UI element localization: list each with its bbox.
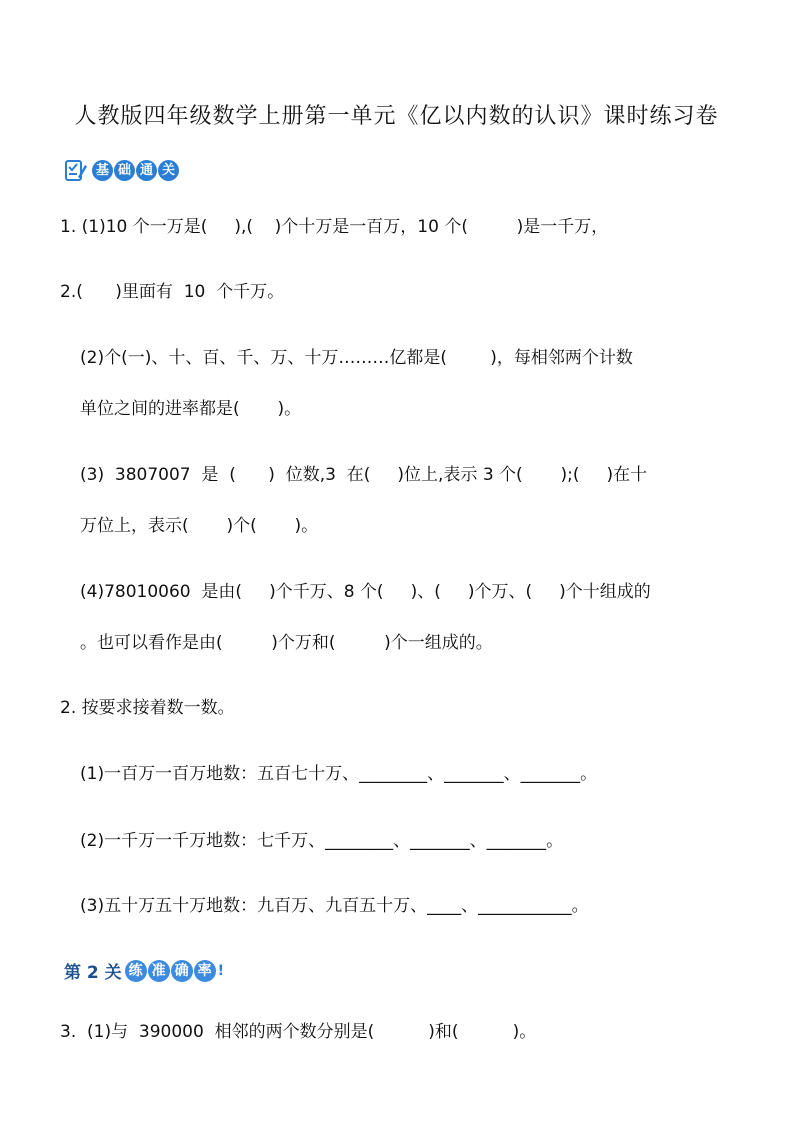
question-2-part-4-line-1: (4)78010060 是由( )个千万、8 个( )、( )个万、( )个十组成的 <box>80 582 651 602</box>
question-count-part-3: (3)五十万五十万地数：九百万、九百五十万、____、___________。 <box>80 896 589 916</box>
document-title: 人教版四年级数学上册第一单元《亿以内数的认识》课时练习卷 <box>74 104 719 129</box>
section-char: 准 <box>148 960 170 982</box>
section-level-2-badge <box>64 958 224 983</box>
section-char: 练 <box>125 960 147 982</box>
section-char: 确 <box>171 960 193 982</box>
question-2-line: 2.( )里面有 10 个千万。 <box>60 282 285 302</box>
question-count-part-2: (2)一千万一千万地数：七千万、________、_______、_______。 <box>80 831 564 851</box>
section-char: 基 <box>92 160 113 181</box>
section-char: 率 <box>194 960 216 982</box>
section-char: 础 <box>114 160 135 181</box>
checklist-pencil-icon <box>64 157 88 183</box>
question-2-part-3-line-2: 万位上，表示( )个( )。 <box>80 516 319 536</box>
section-char: 关 <box>158 160 179 181</box>
question-2-part-3-line-1: (3) 3807007 是 ( ) 位数,3 在( )位上,表示 3 个( );( )在十 <box>80 465 648 485</box>
question-count-line: 2. 按要求接着数一数。 <box>60 698 235 718</box>
level-prefix: 第 2 关 <box>64 963 122 983</box>
question-2-part-2-line-1: (2)个(一)、十、百、千、万、十万………亿都是( )，每相邻两个计数 <box>80 348 633 368</box>
question-1-line: 1. (1)10 个一万是( ),( )个十万是一百万，10 个( )是一千万， <box>60 217 609 237</box>
section-char: 通 <box>136 160 157 181</box>
question-2-part-4-line-2: 。也可以看作是由( )个万和( )个一组成的。 <box>80 633 493 653</box>
question-count-part-1: (1)一百万一百万地数：五百七十万、________、_______、_______。 <box>80 764 598 784</box>
section-basics-badge <box>64 157 180 183</box>
section-tail: ! <box>217 962 225 979</box>
question-2-part-2-line-2: 单位之间的进率都是( )。 <box>80 399 302 419</box>
question-3-line: 3. (1)与 390000 相邻的两个数分别是( )和( )。 <box>60 1022 537 1042</box>
